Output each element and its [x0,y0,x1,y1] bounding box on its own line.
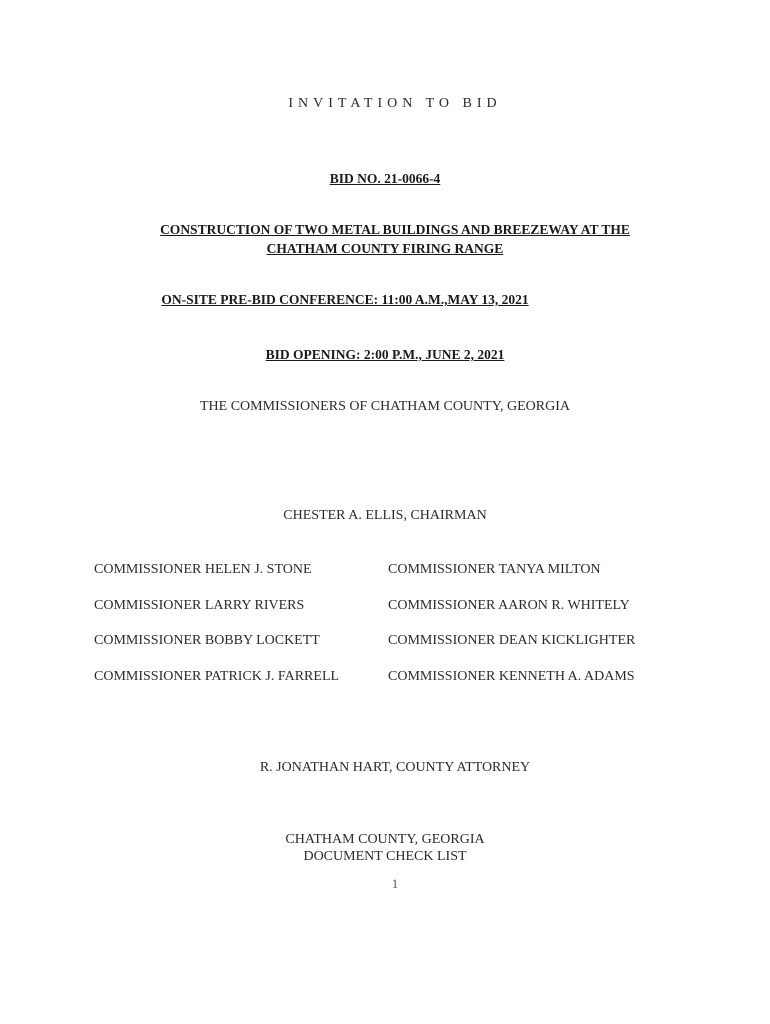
commissioner-name: COMMISSIONER LARRY RIVERS [94,598,305,613]
county-attorney: R. JONATHAN HART, COUNTY ATTORNEY [259,760,531,775]
bid-number-text: BID NO. 21-0066-4 [329,171,441,186]
pre-bid-conference [0,291,730,309]
project-title-line-1-text: CONSTRUCTION OF TWO METAL BUILDINGS AND BREEZEWAY AT THE [160,222,630,237]
issuer-line: THE COMMISSIONERS OF CHATHAM COUNTY, GEORGIA [200,399,570,414]
commissioner-name: COMMISSIONER BOBBY LOCKETT [94,633,320,648]
commissioner-name: COMMISSIONER TANYA MILTON [388,562,601,577]
county-name: CHATHAM COUNTY, GEORGIA [285,832,485,847]
project-title-line-2 [0,240,770,258]
commissioner-name: COMMISSIONER DEAN KICKLIGHTER [388,633,636,648]
project-title-line-1 [0,222,770,238]
project-title-line-2-text: CHATHAM COUNTY FIRING RANGE [266,241,504,256]
commissioner-name: COMMISSIONER PATRICK J. FARRELL [94,669,340,684]
page-number: 1 [391,876,399,891]
commissioner-name: COMMISSIONER HELEN J. STONE [94,562,312,577]
document-title: INVITATION TO BID [288,96,502,111]
bid-number [0,170,770,188]
bid-opening-text: BID OPENING: 2:00 P.M., JUNE 2, 2021 [265,347,505,362]
pre-bid-conference-text: ON-SITE PRE-BID CONFERENCE: 11:00 A.M.,MAY 13, 2021 [161,292,529,307]
bid-opening [0,346,770,364]
document-check-list-heading: DOCUMENT CHECK LIST [303,849,467,864]
commissioner-name: COMMISSIONER KENNETH A. ADAMS [388,669,635,684]
commissioner-name: COMMISSIONER AARON R. WHITELY [388,598,630,613]
chairman-line: CHESTER A. ELLIS, CHAIRMAN [283,508,487,523]
